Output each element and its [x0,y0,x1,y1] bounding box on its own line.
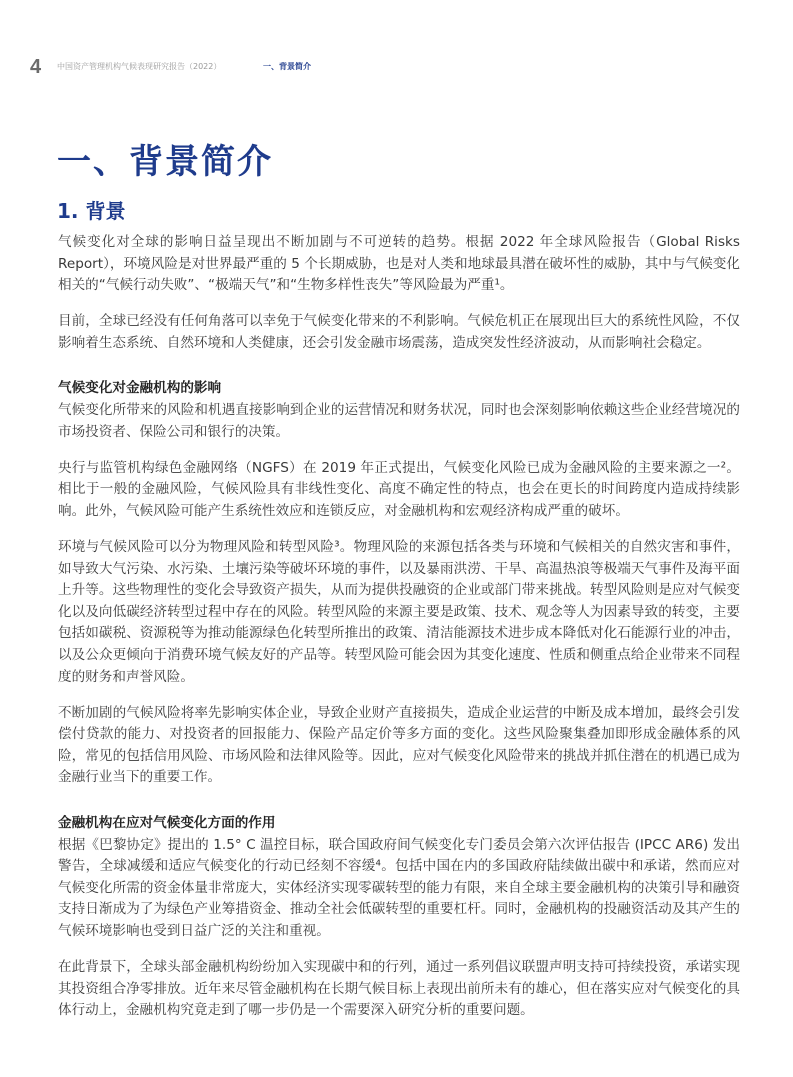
paragraph: 在此背景下，全球头部金融机构纷纷加入实现碳中和的行列，通过一系列倡议联盟声明支持可持续投资，承诺实现其投资组合净零排放。近年来尽管金融机构在长期气候目标上表现出前所未有的雄心，但在落实应对气候变化的具体行动上，金融机构究竟走到了哪一步仍是一个需要深入研究分析的重要问题。 [58,959,740,1019]
section-heading: 1. 背景 [57,199,126,223]
page-number: 4 [30,56,42,78]
paragraph: 目前，全球已经没有任何角落可以幸免于气候变化带来的不利影响。气候危机正在展现出巨大的系统性风险，不仅影响着生态系统、自然环境和人类健康，还会引发金融市场震荡，造成突发性经济波动，从而影响社会稳定。 [58,313,740,351]
paragraph: 气候变化所带来的风险和机遇直接影响到企业的运营情况和财务状况，同时也会深刻影响依赖这些企业经营境况的市场投资者、保险公司和银行的决策。 [58,402,740,440]
paragraph: 气候变化对全球的影响日益呈现出不断加剧与不可逆转的趋势。根据 2022 年全球风险报告（Global Risks Report），环境风险是对世界最严重的 5 个长期威胁，也是对人类和地球最具潜在破坏性的威胁，其中与气候变化相关的“气候行动失败”、“极端天气”和“生物多样性丧失”等风险最为严重¹。 [58,234,740,294]
paragraph: 根据《巴黎协定》提出的 1.5° C 温控目标，联合国政府间气候变化专门委员会第六次评估报告 (IPCC AR6) 发出警告，全球减缓和适应气候变化的行动已经刻不容缓⁴。包括中国在内的多国政府陆续做出碳中和承诺，然而应对气候变化所需的资金体量非常庞大，实体经济实现零碳转型的能力有限，来自全球主要金融机构的决策引导和融资支持日渐成为了为绿色产业筹措资金、推动全社会低碳转型的重要杠杆。同时，金融机构的投融资活动及其产生的气候环境影响也受到日益广泛的关注和重视。 [58,836,740,940]
paragraph: 不断加剧的气候风险将率先影响实体企业，导致企业财产直接损失，造成企业运营的中断及成本增加，最终会引发偿付贷款的能力、对投资者的回报能力、保险产品定价等多方面的变化。这些风险聚集叠加即形成金融体系的风险，常见的包括信用风险、市场风险和法律风险等。因此，应对气候变化风险带来的挑战并抓住潜在的机遇已成为金融行业当下的重要工作。 [58,704,740,786]
running-header-section: 一、背景简介 [263,62,311,71]
running-header-title: 中国资产管理机构气候表现研究报告（2022） [57,62,222,71]
paragraph: 央行与监管机构绿色金融网络（NGFS）在 2019 年正式提出，气候变化风险已成为金融风险的主要来源之一²。相比于一般的金融风险，气候风险具有非线性变化、高度不确定性的特点，也会在更长的时间跨度内造成持续影响。此外，气候风险可能产生系统性效应和连锁反应，对金融机构和宏观经济构成严重的破坏。 [58,459,740,519]
body-text [58,232,740,1036]
subsection-heading: 金融机构在应对气候变化方面的作用 [58,815,276,832]
paragraph: 环境与气候风险可以分为物理风险和转型风险³。物理风险的来源包括各类与环境和气候相关的自然灾害和事件，如导致大气污染、水污染、土壤污染等破坏环境的事件，以及暴雨洪涝、干旱、高温热浪等极端天气事件及海平面上升等。这些物理性的变化会导致资产损失，从而为提供投融资的企业或部门带来挑战。转型风险则是应对气候变化以及向低碳经济转型过程中存在的风险。转型风险的来源主要是政策、技术、观念等人为因素导致的转变，主要包括如碳税、资源税等为推动能源绿色化转型所推出的政策、清洁能源技术进步成本降低对化石能源行业的冲击，以及公众更倾向于消费环境气候友好的产品等。转型风险可能会因为其变化速度、性质和侧重点给企业带来不同程度的财务和声誉风险。 [58,539,740,685]
subsection-heading: 气候变化对金融机构的影响 [58,380,222,397]
chapter-title: 一、背景简介 [57,142,273,182]
